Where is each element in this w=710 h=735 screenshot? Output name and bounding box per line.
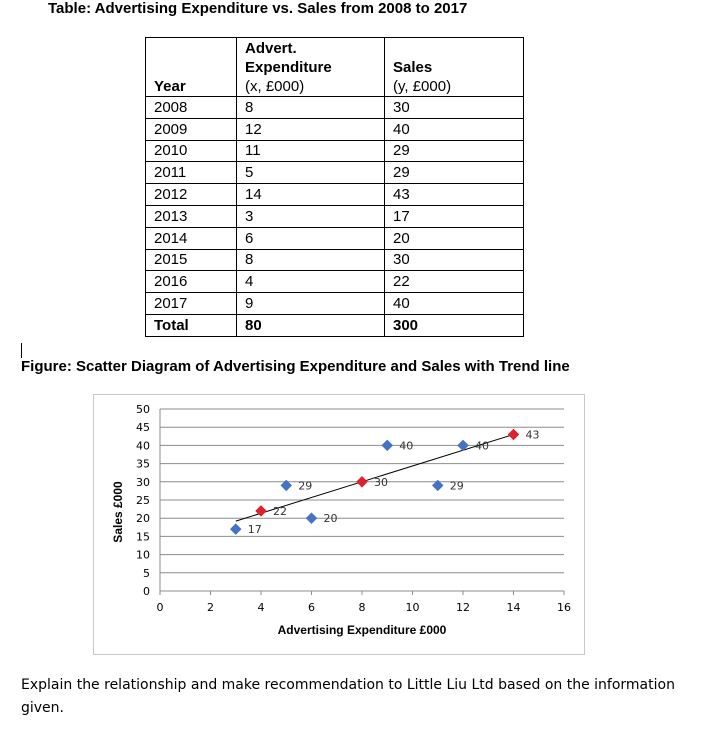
text-cursor [21, 343, 22, 358]
y-tick-label: 45 [136, 421, 150, 435]
table-row [146, 205, 524, 227]
x-tick-label: 6 [308, 601, 315, 614]
cell-sales: 22 [385, 271, 524, 293]
cell-advert: 6 [237, 227, 385, 249]
table-row [146, 271, 524, 293]
data-label: 17 [247, 523, 262, 537]
cell-year: 2016 [146, 271, 237, 293]
table-row [146, 227, 524, 249]
y-tick-label: 40 [136, 439, 150, 453]
header-sales [385, 38, 524, 97]
cell-year: 2009 [146, 118, 237, 140]
question-text: Explain the relationship and make recommendation to Little Liu Ltd based on the information given. [21, 677, 675, 716]
cell-advert: 9 [237, 293, 385, 315]
figure-title: Figure: Scatter Diagram of Advertising Expenditure and Sales with Trend line [21, 358, 570, 375]
scatter-chart [94, 395, 586, 656]
data-label: 20 [323, 512, 338, 526]
data-label: 40 [475, 439, 489, 453]
cell-year: 2015 [146, 249, 237, 271]
header-sales-unit: (y, £000) [393, 78, 452, 95]
cell-advert: 8 [237, 97, 385, 119]
table-body [146, 97, 524, 315]
data-label: 29 [298, 479, 313, 493]
data-label: 29 [449, 479, 464, 493]
x-tick-label: 12 [456, 601, 470, 614]
cell-sales: 30 [385, 97, 524, 119]
data-point [230, 524, 241, 535]
cell-advert: 14 [237, 184, 385, 206]
y-tick-label: 50 [136, 403, 150, 416]
x-tick-label: 8 [358, 601, 366, 614]
cell-advert: 8 [237, 249, 385, 271]
y-tick-label: 10 [136, 548, 150, 562]
cell-advert: 4 [237, 271, 385, 293]
total-x: 80 [237, 314, 385, 336]
cell-year: 2014 [146, 227, 237, 249]
header-sales-label: Sales [393, 59, 433, 76]
x-tick-label: 14 [506, 601, 521, 614]
data-point [357, 476, 368, 487]
cell-advert: 5 [237, 162, 385, 184]
x-tick-label: 4 [257, 601, 265, 614]
data-label: 43 [525, 428, 540, 442]
data-point [508, 429, 519, 440]
total-y: 300 [385, 314, 524, 336]
y-tick-label: 0 [143, 585, 150, 598]
cell-year: 2011 [146, 162, 237, 184]
cell-sales: 43 [385, 184, 524, 206]
data-point [306, 513, 317, 524]
y-tick-label: 25 [136, 494, 150, 507]
table-row [146, 293, 524, 315]
header-advert [237, 38, 385, 97]
cell-sales: 29 [385, 162, 524, 184]
table-row [146, 118, 524, 140]
y-tick-label: 5 [143, 566, 150, 580]
y-tick-label: 35 [136, 457, 150, 471]
y-tick-label: 15 [136, 530, 150, 544]
chart-frame [93, 394, 585, 655]
table-row [146, 184, 524, 206]
y-tick-label: 30 [136, 475, 150, 489]
data-label: 22 [273, 504, 287, 518]
data-point [382, 440, 393, 451]
header-advert-unit: (x, £000) [245, 78, 305, 95]
cell-year: 2017 [146, 293, 237, 315]
table-row [146, 140, 524, 162]
cell-year: 2008 [146, 97, 237, 119]
cell-year: 2010 [146, 140, 237, 162]
cell-year: 2013 [146, 205, 237, 227]
total-label: Total [146, 314, 237, 336]
data-table [145, 37, 524, 337]
cell-advert: 11 [237, 140, 385, 162]
table-row [146, 97, 524, 119]
table-header-row [146, 38, 524, 97]
table-row [146, 249, 524, 271]
header-year: Year [146, 38, 237, 97]
x-tick-label: 0 [156, 601, 164, 614]
x-tick-label: 16 [557, 601, 571, 614]
cell-sales: 40 [385, 118, 524, 140]
table-row [146, 162, 524, 184]
cell-year: 2012 [146, 184, 237, 206]
x-axis-title: Advertising Expenditure £000 [277, 623, 447, 637]
header-advert-line1: Advert. [245, 40, 297, 57]
cell-advert: 3 [237, 205, 385, 227]
cell-advert: 12 [237, 118, 385, 140]
cell-sales: 20 [385, 227, 524, 249]
x-tick-label: 2 [207, 601, 214, 614]
cell-sales: 30 [385, 249, 524, 271]
cell-sales: 29 [385, 140, 524, 162]
y-tick-label: 20 [136, 512, 150, 526]
y-axis-title: Sales £000 [111, 481, 125, 543]
cell-sales: 40 [385, 293, 524, 315]
table-title: Table: Advertising Expenditure vs. Sales from 2008 to 2017 [48, 0, 468, 17]
cell-sales: 17 [385, 205, 524, 227]
x-tick-label: 10 [405, 601, 420, 614]
header-advert-line2: Expenditure [245, 59, 332, 76]
table-total-row [146, 314, 524, 336]
data-label: 30 [374, 475, 388, 489]
data-label: 40 [399, 439, 414, 453]
